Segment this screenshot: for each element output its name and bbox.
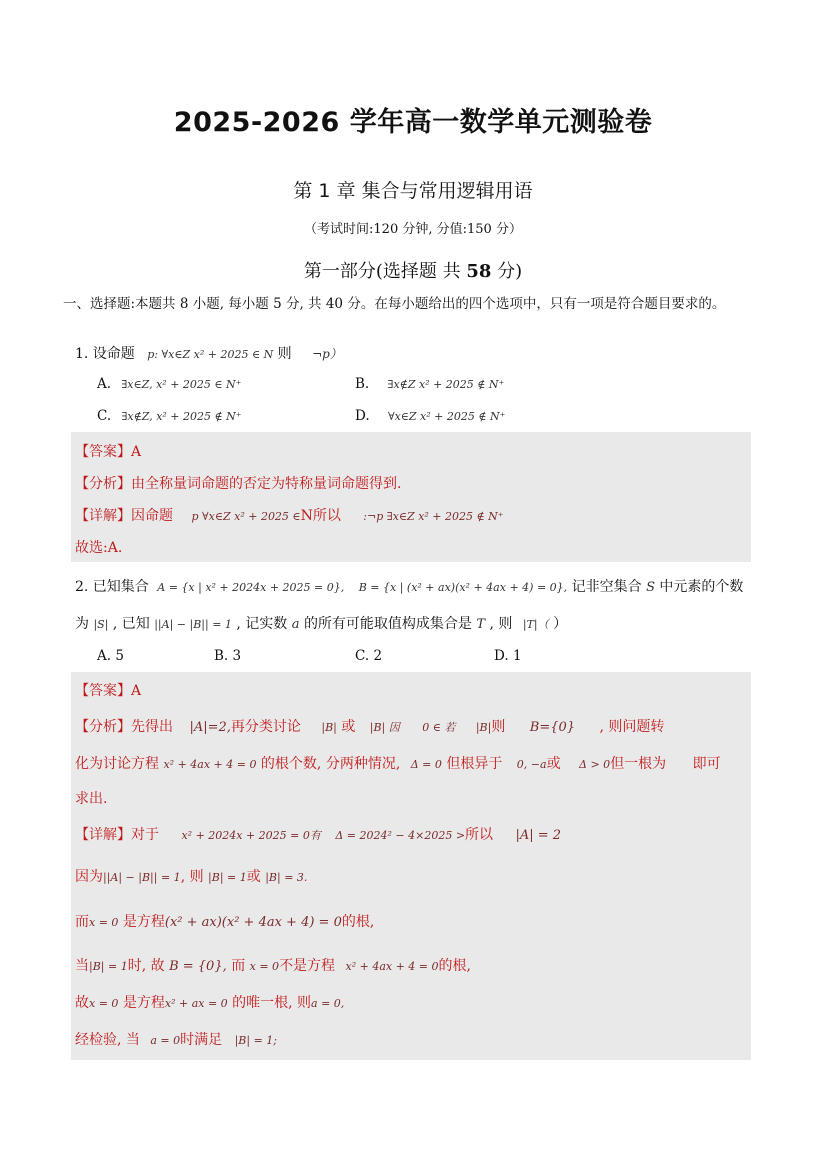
q2-detail-line5 — [75, 992, 344, 1012]
q1-answer: 【答案】A — [75, 444, 142, 460]
q1-solution-block — [71, 432, 751, 562]
detail-math: |A| = 2 — [515, 828, 562, 843]
detail-text: 的唯一根, 则 — [232, 995, 312, 1011]
detail-math: |B| = 1; — [234, 1034, 278, 1047]
analysis-math: x² + 4ax + 4 = 0 — [163, 758, 257, 771]
analysis-math: 0 ∈ 若 — [422, 721, 456, 734]
analysis-text: 或 — [341, 719, 356, 735]
analysis-math: |A|=2, — [189, 720, 231, 735]
option-letter: B. — [355, 376, 370, 392]
option-letter: A. — [97, 376, 112, 392]
exam-info: （考试时间:120 分钟, 分值:150 分） — [304, 222, 522, 237]
chapter-heading: 第 1 章 集合与常用逻辑用语 — [293, 180, 533, 202]
q1-stem-text: 1. 设命题 — [75, 346, 135, 362]
detail-text: 是方程 — [122, 995, 165, 1011]
q2-math: T — [476, 617, 486, 632]
detail-text: , 则 — [180, 869, 204, 885]
q2-detail-line4 — [75, 955, 471, 975]
q2-set-a: A = {x | x² + 2024x + 2025 = 0}, — [157, 581, 345, 594]
q1-stem — [75, 343, 342, 363]
detail-text: 当 — [75, 958, 89, 974]
detail-text: 而 — [231, 958, 246, 974]
detail-text: 不是方程 — [279, 958, 336, 974]
q1-detail — [75, 505, 504, 525]
analysis-text: 化为讨论方程 — [75, 756, 159, 772]
detail-math: :¬p ∃x∈Z x² + 2025 ∉ N⁺ — [363, 510, 504, 523]
detail-text: 所以 — [465, 827, 494, 843]
option-letter: C. — [355, 648, 370, 664]
section-instruction: 一、选择题:本题共 8 小题, 每小题 5 分, 共 40 分。在每小题给出的四个选项中，只有一项是符合题目要求的。 — [63, 296, 726, 312]
page-title: 2025-2026 学年高一数学单元测验卷 — [173, 107, 653, 138]
option-math: ∃x∉Z x² + 2025 ∉ N⁺ — [387, 378, 505, 391]
q2-detail-line2 — [75, 866, 307, 886]
detail-math: a = 0 — [150, 1034, 181, 1047]
q2-answer: 【答案】A — [75, 683, 142, 699]
option-text: 2 — [373, 648, 383, 664]
analysis-text: 但根异于 — [446, 756, 503, 772]
q1-option-c — [97, 408, 242, 424]
option-math: ∃x∈Z, x² + 2025 ∈ N⁺ — [121, 378, 242, 391]
analysis-label: 【分析】 — [75, 719, 131, 735]
q2-set-s: S — [646, 580, 655, 595]
detail-math: |B| = 3. — [265, 871, 308, 884]
q2-stem-line2 — [75, 613, 567, 633]
detail-text: 而 — [75, 914, 89, 930]
detail-math: |B| = 1 — [89, 960, 128, 973]
detail-label: 【详解】 — [75, 508, 131, 524]
detail-math: (x² + ax)(x² + 4ax + 4) = 0 — [164, 915, 342, 930]
part-prefix: 第一部分(选择题 共 — [303, 261, 467, 282]
analysis-text: 由全称量词命题的否定为特称量词命题得到. — [131, 476, 402, 492]
analysis-math: Δ > 0 — [579, 758, 611, 771]
analysis-math: |B| — [475, 721, 492, 734]
detail-text: 因命题 — [131, 508, 173, 524]
q2-detail-line1 — [75, 824, 561, 844]
option-text: 1 — [512, 648, 522, 664]
part-heading — [0, 257, 826, 283]
detail-math: x = 0 — [249, 960, 280, 973]
analysis-math: 0, −a — [516, 758, 547, 771]
q2-text: , 已知 — [112, 616, 150, 632]
q1-analysis — [75, 473, 401, 493]
q2-analysis-line2 — [75, 753, 721, 773]
analysis-math: |B| — [321, 721, 337, 734]
detail-math: x = 0 — [89, 916, 119, 929]
detail-label: 【详解】 — [75, 827, 131, 843]
q2-text: ） — [553, 616, 568, 632]
detail-math: x² + 4ax + 4 = 0 — [345, 960, 439, 973]
detail-text: 是方程 — [122, 914, 165, 930]
detail-math: p ∀x∈Z x² + 2025 ∈ — [191, 510, 301, 523]
analysis-text: 的根个数, 分两种情况, — [260, 756, 401, 772]
q1-choose: 故选:A. — [75, 540, 123, 556]
detail-math: x² + ax = 0 — [164, 997, 228, 1010]
q2-text: , 则 — [489, 616, 513, 632]
option-text: 5 — [115, 648, 124, 664]
option-math: ∃x∉Z, x² + 2025 ∉ N⁺ — [121, 410, 242, 423]
analysis-text: 则 — [491, 719, 506, 735]
part-suffix: 分) — [491, 261, 523, 282]
analysis-text: 先得出 — [131, 719, 173, 735]
detail-text: N所以 — [300, 508, 341, 524]
q2-stem-text: 中元素的个数 — [659, 579, 744, 595]
analysis-text: 即可 — [692, 756, 721, 772]
q2-option-c — [355, 648, 382, 664]
q1-option-d — [355, 408, 505, 424]
detail-text: 的根, — [341, 914, 375, 930]
detail-text: 或 — [246, 869, 261, 885]
q2-detail-line6 — [75, 1029, 277, 1049]
analysis-text: 但一根为 — [610, 756, 667, 772]
analysis-text: 或 — [546, 756, 561, 772]
detail-text: 故 — [75, 995, 89, 1011]
q2-option-b — [214, 648, 241, 664]
q1-option-a — [97, 376, 241, 392]
analysis-text: 再分类讨论 — [230, 719, 301, 735]
option-letter: D. — [355, 408, 370, 424]
detail-text: 经检验, 当 — [75, 1032, 140, 1048]
q2-text: 为 — [75, 616, 89, 632]
option-text: 3 — [232, 648, 242, 664]
detail-math: a = 0, — [311, 997, 345, 1010]
q2-analysis-line1 — [75, 716, 664, 736]
analysis-text: , 则问题转 — [599, 719, 665, 735]
q2-stem-text: 2. 已知集合 — [75, 579, 149, 595]
q2-text: , 记实数 — [236, 616, 288, 632]
option-letter: B. — [214, 648, 229, 664]
detail-math: B = {0}, — [169, 959, 227, 974]
q2-math: |T|（ — [522, 618, 549, 631]
option-math: ∀x∈Z x² + 2025 ∉ N⁺ — [387, 410, 506, 423]
detail-text: 时, 故 — [127, 958, 165, 974]
q2-option-d — [494, 648, 522, 664]
q1-stem-math: p: ∀x∈Z x² + 2025 ∈ N — [147, 348, 274, 361]
q2-math: ||A| − |B|| = 1 — [154, 618, 232, 631]
detail-math: x² + 2024x + 2025 = 0有 — [181, 829, 321, 842]
analysis-label: 【分析】 — [75, 476, 131, 492]
q1-stem-then: 则 — [277, 346, 292, 362]
q2-stem-line1 — [75, 576, 743, 596]
q2-option-a — [97, 648, 124, 664]
q2-text: 的所有可能取值构成集合是 — [303, 616, 472, 632]
detail-text: 对于 — [131, 827, 159, 843]
q2-math: a — [291, 617, 300, 632]
q2-detail-line3 — [75, 911, 374, 931]
analysis-math: B={0} — [529, 720, 576, 735]
q1-stem-neg: ¬p） — [312, 347, 342, 361]
q2-stem-text: 记非空集合 — [571, 579, 642, 595]
detail-text: 时满足 — [180, 1032, 223, 1048]
analysis-math: Δ = 0 — [410, 758, 442, 771]
q2-set-b: B = {x | (x² + ax)(x² + 4ax + 4) = 0}, — [358, 581, 568, 594]
detail-math: Δ = 2024² − 4×2025 > — [335, 829, 466, 842]
part-score: 58 — [466, 261, 492, 282]
q2-math: |S| — [93, 618, 109, 631]
option-letter: D. — [494, 648, 509, 664]
detail-text: 因为 — [75, 869, 103, 885]
detail-math: |B| = 1 — [208, 871, 247, 884]
analysis-math: |B| 因 — [369, 721, 400, 734]
q1-option-b — [355, 376, 504, 392]
detail-math: ||A| − |B|| = 1 — [103, 871, 181, 884]
option-letter: C. — [97, 408, 112, 424]
q2-analysis-line3: 求出. — [75, 791, 108, 807]
detail-math: x = 0 — [89, 997, 119, 1010]
option-letter: A. — [97, 648, 112, 664]
detail-text: 的根, — [438, 958, 471, 974]
